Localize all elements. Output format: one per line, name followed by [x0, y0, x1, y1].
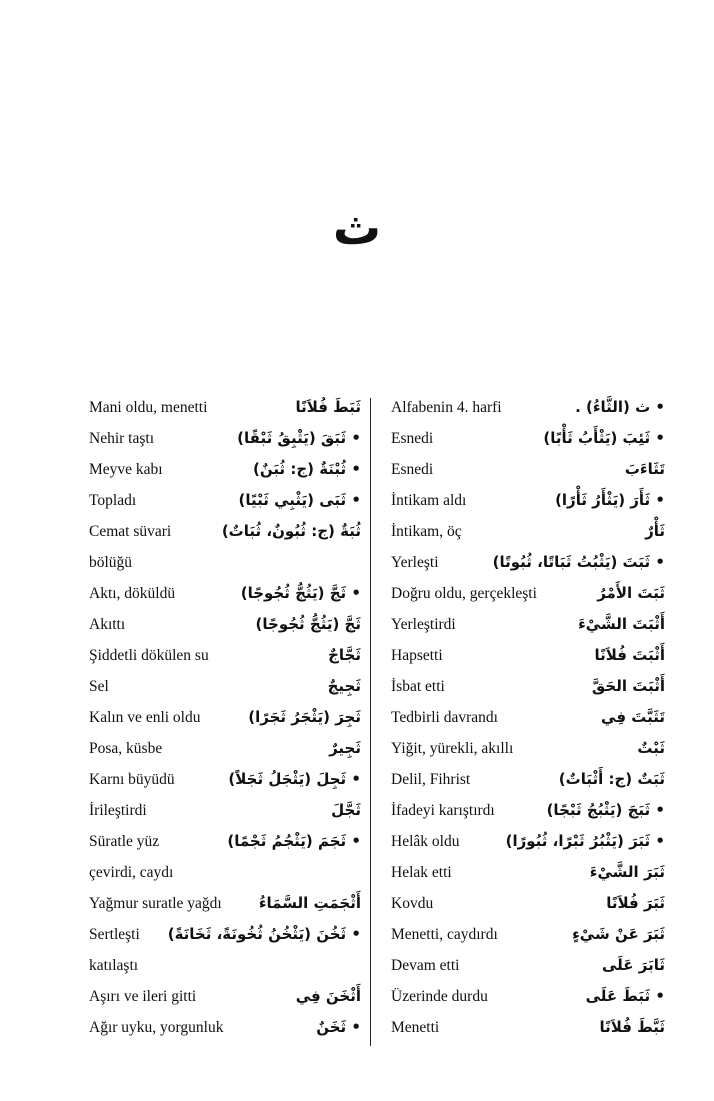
turkish-meaning: çevirdi, caydı: [89, 864, 174, 881]
dictionary-entry: [391, 516, 665, 547]
right-column: [391, 392, 665, 1043]
dictionary-entry: [391, 981, 665, 1012]
dictionary-entry: [89, 795, 361, 826]
arabic-headword: ثَجِيرٌ: [329, 739, 361, 757]
dictionary-entry: [89, 516, 361, 547]
dictionary-entry: [391, 919, 665, 950]
arabic-headword: ثَجِيجٌ: [327, 677, 361, 695]
turkish-meaning: Ağır uyku, yorgunluk: [89, 1019, 224, 1036]
turkish-meaning: Nehir taştı: [89, 430, 154, 447]
turkish-meaning: Esnedi: [391, 461, 434, 478]
dictionary-entry: [391, 826, 665, 857]
dictionary-entry: [89, 423, 361, 454]
arabic-headword: ثَبَرَ فُلاَنًا: [606, 894, 665, 912]
turkish-meaning: Sertleşti: [89, 926, 140, 943]
dictionary-entry: [89, 764, 361, 795]
dictionary-entry: [391, 609, 665, 640]
turkish-meaning: Mani oldu, menetti: [89, 399, 208, 416]
arabic-headword: • ثَبَتَ (يَثْبُتُ ثَبَاتًا، ثُبُوتًا): [492, 553, 665, 571]
arabic-headword: • ثَجِلَ (يَثْجَلُ ثَجَلاً): [228, 770, 361, 788]
arabic-headword: أَثْبَتَ الحَقَّ: [591, 677, 665, 695]
turkish-meaning: Kovdu: [391, 895, 434, 912]
turkish-meaning: Tedbirli davrandı: [391, 709, 498, 726]
dictionary-entry: [89, 578, 361, 609]
dictionary-entry: [391, 764, 665, 795]
arabic-headword: ثَجَّاجٌ: [328, 646, 361, 664]
turkish-meaning: Süratle yüz: [89, 833, 160, 850]
arabic-headword: تَثَبَّتَ فِي: [601, 708, 665, 726]
turkish-meaning: Akıttı: [89, 616, 126, 633]
dictionary-entry: [89, 919, 361, 950]
arabic-headword: • ثَبَجَ (يَثْبُجُ ثَبْجًا): [546, 801, 665, 819]
dictionary-entry: [391, 733, 665, 764]
dictionary-entry: [89, 702, 361, 733]
arabic-headword: • ثَبَى (يَثْبِي ثَبْيًا): [238, 491, 361, 509]
arabic-headword: ثَأْرٌ: [645, 522, 665, 540]
turkish-meaning: Aşırı ve ileri gitti: [89, 988, 197, 1005]
arabic-headword: • ثَخَنٌ: [316, 1018, 361, 1036]
turkish-meaning: Yiğit, yürekli, akıllı: [391, 740, 514, 757]
dictionary-entry: [391, 640, 665, 671]
turkish-meaning: Helâk oldu: [391, 833, 460, 850]
dictionary-entry: [391, 795, 665, 826]
turkish-meaning: Meyve kabı: [89, 461, 163, 478]
turkish-meaning: İntikam aldı: [391, 492, 467, 509]
turkish-meaning: Yerleşti: [391, 554, 439, 571]
arabic-headword: • ثَئِبَ (يَثْأَبُ ثَأْبًا): [543, 429, 665, 447]
arabic-headword: • ثُبْنَةٌ (ج: ثُبَنٌ): [252, 460, 361, 478]
dictionary-entry: [89, 454, 361, 485]
column-divider: [370, 398, 371, 1046]
arabic-headword: ثَبَتٌ (ج: أَثْبَاتٌ): [558, 770, 665, 788]
turkish-meaning: Hapsetti: [391, 647, 443, 664]
arabic-headword: • ثَبَرَ (يَثْبُرُ ثَبْرًا، ثُبُورًا): [505, 832, 665, 850]
dictionary-entry: [391, 1012, 665, 1043]
arabic-headword: • ثَخُنَ (يَثْخُنُ ثُخُونَةً، ثَخَانَةً): [167, 925, 361, 943]
turkish-meaning: Esnedi: [391, 430, 434, 447]
arabic-headword: ثَابَرَ عَلَى: [602, 956, 665, 974]
turkish-meaning: Devam etti: [391, 957, 460, 974]
arabic-headword: ثَجَّلَ: [331, 801, 361, 819]
turkish-meaning: Karnı büyüdü: [89, 771, 175, 788]
dictionary-entry: [391, 547, 665, 578]
turkish-meaning: katılaştı: [89, 957, 139, 974]
dictionary-entry: [89, 485, 361, 516]
arabic-headword: أَثْبَتَ فُلاَنًا: [594, 646, 665, 664]
arabic-headword: • ث (الثَّاءُ) .: [575, 398, 665, 416]
dictionary-entry: [391, 423, 665, 454]
arabic-headword: • ثَبَطَ عَلَى: [585, 987, 665, 1005]
arabic-headword: أَثْجَمَتِ السَّمَاءُ: [258, 894, 361, 912]
arabic-headword: ثَجَّ (يَثُجُّ ثُجُوجًا): [255, 615, 361, 633]
turkish-meaning: Menetti, caydırdı: [391, 926, 498, 943]
turkish-meaning: Yerleştirdi: [391, 616, 456, 633]
section-letter-heading: ث: [332, 200, 382, 256]
dictionary-entry: [89, 857, 361, 888]
arabic-headword: ثَبَرَ عَنْ شَيْءٍ: [572, 925, 665, 943]
arabic-headword: ثَبَطَ فُلاَنًا: [295, 398, 361, 416]
left-column: [89, 392, 361, 1043]
turkish-meaning: bölüğü: [89, 554, 133, 571]
dictionary-entry: [391, 578, 665, 609]
arabic-headword: ثَبَرَ الشَّيْءَ: [589, 863, 665, 881]
dictionary-entry: [89, 733, 361, 764]
arabic-headword: أَثْبَتَ الشَّيْءَ: [578, 615, 665, 633]
dictionary-entry: [89, 609, 361, 640]
turkish-meaning: Delil, Fihrist: [391, 771, 471, 788]
dictionary-entry: [89, 547, 361, 578]
arabic-headword: • ثَبَقَ (يَثْبِقُ ثَبْقًا): [237, 429, 361, 447]
dictionary-entry: [391, 485, 665, 516]
dictionary-entry: [89, 950, 361, 981]
arabic-headword: ثَبَتَ الأَمْرُ: [597, 584, 665, 602]
turkish-meaning: İfadeyi karıştırdı: [391, 802, 495, 819]
turkish-meaning: Doğru oldu, gerçekleşti: [391, 585, 537, 602]
arabic-headword: تَثَاءَبَ: [624, 460, 665, 478]
dictionary-entry: [89, 888, 361, 919]
turkish-meaning: İntikam, öç: [391, 523, 462, 540]
arabic-headword: ثَبْتٌ: [637, 739, 665, 757]
arabic-headword: • ثَجَّ (يَثُجُّ ثُجُوجًا): [240, 584, 361, 602]
turkish-meaning: Posa, küsbe: [89, 740, 163, 757]
dictionary-entry: [89, 981, 361, 1012]
dictionary-entry: [391, 671, 665, 702]
dictionary-entry: [89, 671, 361, 702]
dictionary-entry: [89, 640, 361, 671]
turkish-meaning: Cemat süvari: [89, 523, 172, 540]
turkish-meaning: Şiddetli dökülen su: [89, 647, 209, 664]
turkish-meaning: Yağmur suratle yağdı: [89, 895, 222, 912]
arabic-headword: ثَبَّطَ فُلاَنًا: [599, 1018, 665, 1036]
arabic-headword: • ثَجَمَ (يَثْجُمُ ثَجْمًا): [227, 832, 361, 850]
dictionary-entry: [89, 826, 361, 857]
turkish-meaning: Sel: [89, 678, 109, 695]
dictionary-entry: [391, 950, 665, 981]
turkish-meaning: İrileştirdi: [89, 802, 147, 819]
arabic-headword: أَثْخَنَ فِي: [295, 987, 361, 1005]
turkish-meaning: Aktı, döküldü: [89, 585, 176, 602]
dictionary-entry: [391, 857, 665, 888]
arabic-headword: ثُبَةٌ (ج: ثُبُونٌ، ثُبَاتٌ): [221, 522, 361, 540]
dictionary-entry: [391, 392, 665, 423]
dictionary-entry: [391, 702, 665, 733]
turkish-meaning: Topladı: [89, 492, 137, 509]
dictionary-entry: [391, 888, 665, 919]
dictionary-entry: [89, 1012, 361, 1043]
turkish-meaning: Helak etti: [391, 864, 452, 881]
turkish-meaning: Kalın ve enli oldu: [89, 709, 201, 726]
turkish-meaning: Alfabenin 4. harfi: [391, 399, 502, 416]
arabic-headword: • ثَأَرَ (يَثْأَرُ ثَأْرًا): [555, 491, 665, 509]
dictionary-entry: [391, 454, 665, 485]
turkish-meaning: Üzerinde durdu: [391, 988, 488, 1005]
turkish-meaning: İsbat etti: [391, 678, 445, 695]
turkish-meaning: Menetti: [391, 1019, 440, 1036]
arabic-headword: ثَجِرَ (يَثْجَرُ ثَجَرًا): [248, 708, 361, 726]
dictionary-entry: [89, 392, 361, 423]
